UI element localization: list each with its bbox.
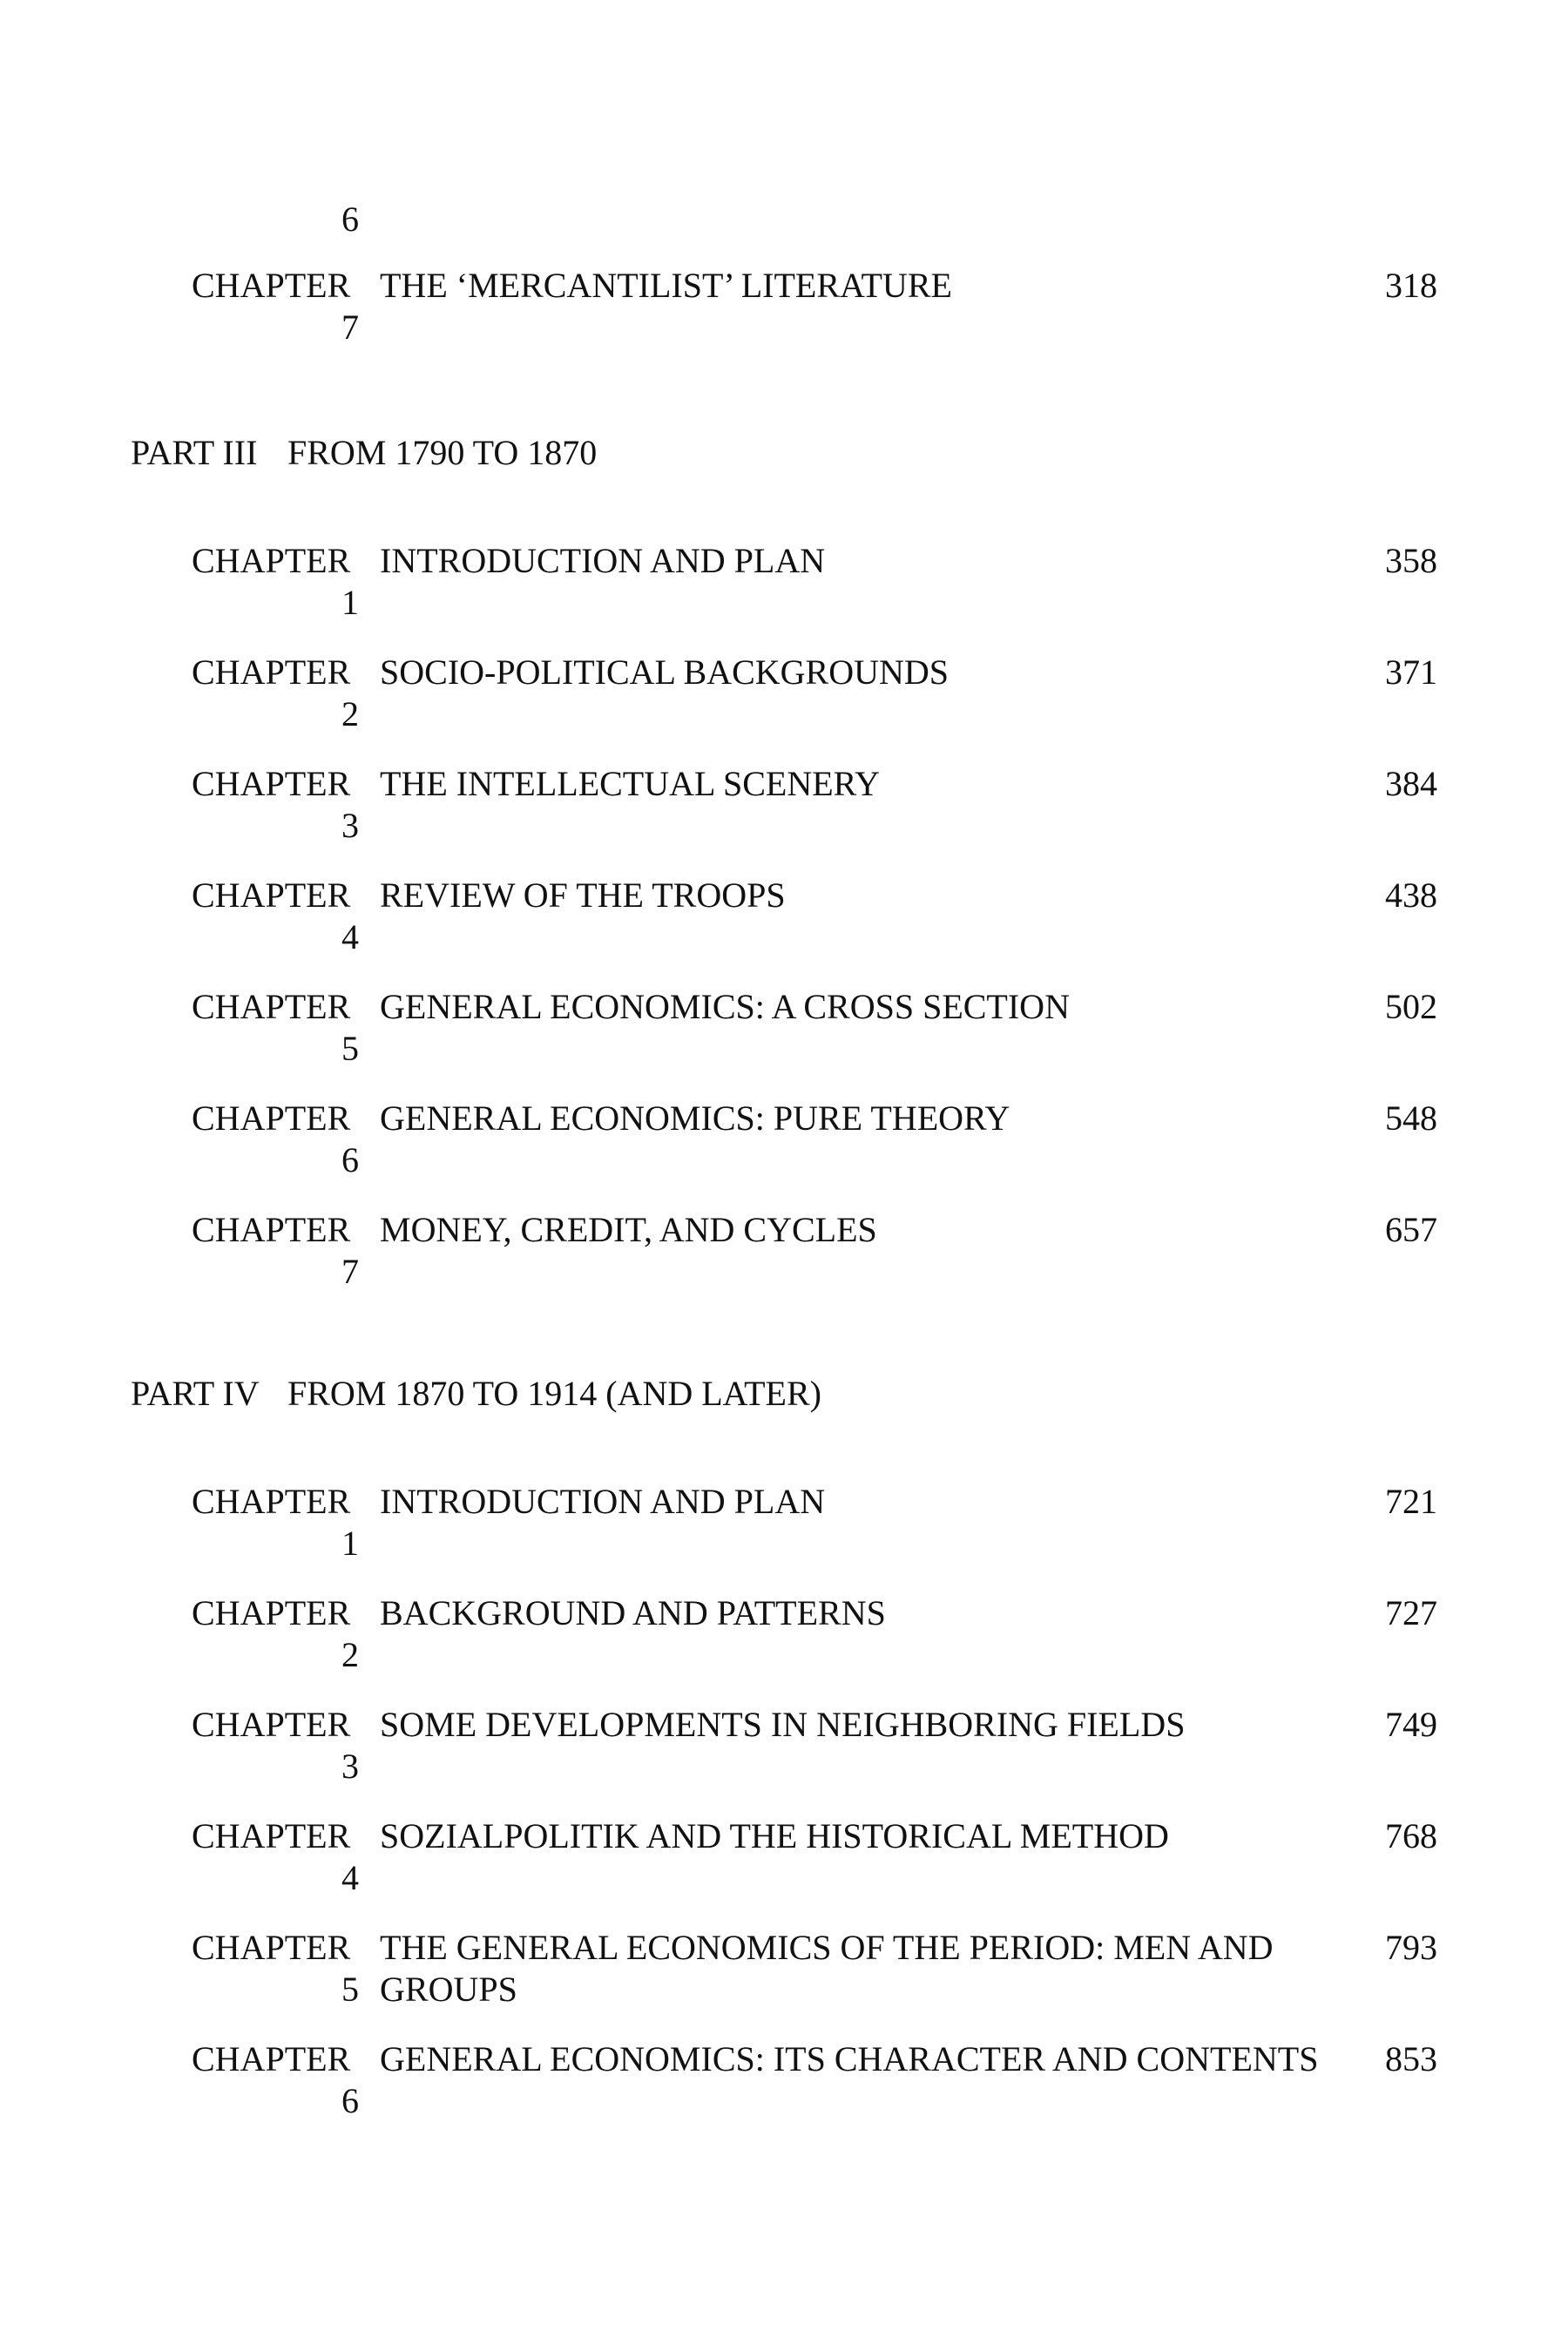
chapter-page-number: 768 [1385, 1816, 1437, 1855]
chapter-label: CHAPTER [192, 1482, 351, 1521]
part-label: PART III [131, 433, 258, 472]
chapter-title: THE ‘MERCANTILIST’ LITERATURE [380, 266, 952, 305]
chapter-title: THE INTELLECTUAL SCENERY [380, 764, 881, 803]
chapter-page-number: 727 [1385, 1593, 1437, 1632]
chapter-page-number: 502 [1385, 987, 1437, 1026]
chapter-page-number: 371 [1385, 652, 1437, 692]
chapter-title: SOME DEVELOPMENTS IN NEIGHBORING FIELDS [380, 1705, 1186, 1744]
chapter-number: 4 [341, 1858, 359, 1897]
chapter-title: THE GENERAL ECONOMICS OF THE PERIOD: MEN AND GROUPS [380, 1928, 1274, 2009]
chapter-label: CHAPTER [192, 1210, 351, 1249]
chapter-label: CHAPTER [192, 1928, 351, 1967]
chapter-page-number: 318 [1385, 266, 1437, 305]
chapter-label: CHAPTER [192, 764, 351, 803]
chapter-label: CHAPTER [192, 1705, 351, 1744]
chapter-title: GENERAL ECONOMICS: PURE THEORY [380, 1098, 1010, 1138]
chapter-number: 5 [341, 1029, 359, 1068]
chapter-page-number: 721 [1385, 1482, 1437, 1521]
chapter-number: 7 [341, 308, 359, 347]
chapter-number: 1 [341, 583, 359, 622]
chapter-page-number: 793 [1385, 1928, 1437, 1967]
chapter-number: 6 [341, 199, 359, 239]
chapter-number: 3 [341, 1747, 359, 1786]
chapter-title: INTRODUCTION AND PLAN [380, 541, 826, 580]
chapter-label: CHAPTER [192, 2039, 351, 2078]
chapter-label: CHAPTER [192, 1816, 351, 1855]
chapter-label: CHAPTER [192, 987, 351, 1026]
part-title: FROM 1870 TO 1914 (AND LATER) [287, 1374, 821, 1413]
chapter-page-number: 384 [1385, 764, 1437, 803]
chapter-label: CHAPTER [192, 541, 351, 580]
part-title: FROM 1790 TO 1870 [287, 433, 598, 472]
chapter-label: CHAPTER [192, 1593, 351, 1632]
chapter-title: INTRODUCTION AND PLAN [380, 1482, 826, 1521]
chapter-label: CHAPTER [192, 652, 351, 692]
chapter-page-number: 749 [1385, 1705, 1437, 1744]
part-label: PART IV [131, 1374, 260, 1413]
chapter-title: MONEY, CREDIT, AND CYCLES [380, 1210, 877, 1249]
chapter-page-number: 358 [1385, 541, 1437, 580]
chapter-number: 5 [341, 1970, 359, 2009]
chapter-page-number: 853 [1385, 2039, 1437, 2078]
chapter-title: SOZIALPOLITIK AND THE HISTORICAL METHOD [380, 1816, 1169, 1855]
chapter-page-number: 657 [1385, 1210, 1437, 1249]
chapter-number: 2 [341, 1635, 359, 1674]
chapter-title: BACKGROUND AND PATTERNS [380, 1593, 886, 1632]
chapter-title: GENERAL ECONOMICS: ITS CHARACTER AND CONTENTS [380, 2039, 1319, 2078]
chapter-number: 7 [341, 1252, 359, 1291]
chapter-page-number: 548 [1385, 1098, 1437, 1138]
chapter-title: REVIEW OF THE TROOPS [380, 875, 786, 915]
chapter-label: CHAPTER [192, 875, 351, 915]
chapter-title: SOCIO-POLITICAL BACKGROUNDS [380, 652, 949, 692]
chapter-number: 2 [341, 694, 359, 733]
chapter-page-number: 438 [1385, 875, 1437, 915]
chapter-number: 1 [341, 1524, 359, 1563]
chapter-number: 3 [341, 806, 359, 845]
chapter-label: CHAPTER [192, 1098, 351, 1138]
chapter-label: CHAPTER [192, 266, 351, 305]
chapter-title: GENERAL ECONOMICS: A CROSS SECTION [380, 987, 1070, 1026]
chapter-number: 4 [341, 917, 359, 956]
chapter-number: 6 [341, 1140, 359, 1179]
chapter-number: 6 [341, 2081, 359, 2120]
